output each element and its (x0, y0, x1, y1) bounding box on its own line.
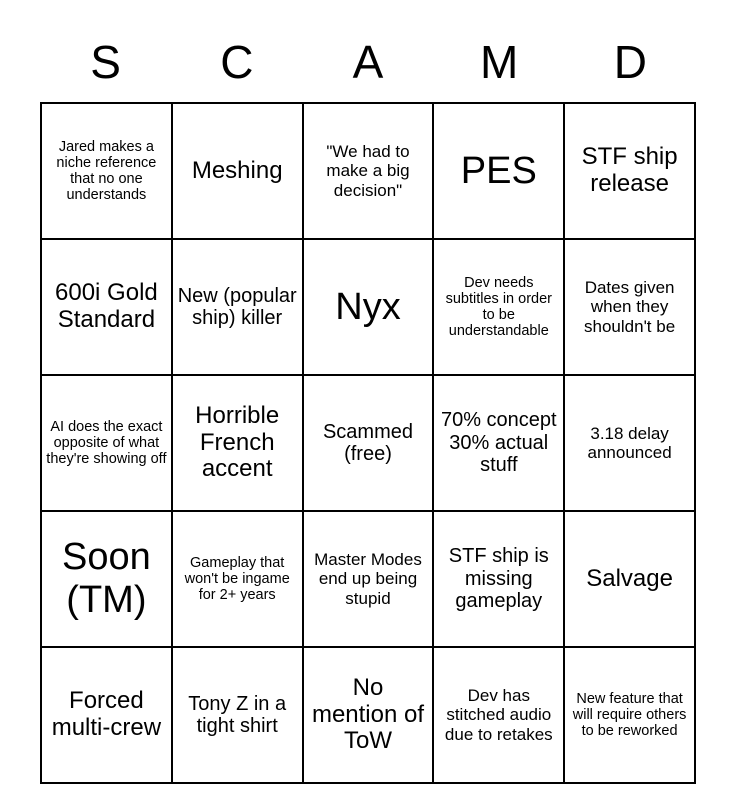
bingo-cell[interactable] (303, 511, 434, 647)
bingo-header (40, 22, 696, 102)
bingo-cell-text: Meshing (191, 156, 283, 184)
bingo-row (41, 375, 695, 511)
bingo-cell-text: Master Modes end up being stupid (314, 550, 422, 608)
bingo-cell-text: Gameplay that won't be ingame for 2+ years (184, 554, 290, 604)
bingo-cell-text: Jared makes a niche reference that no one understands (56, 138, 157, 204)
bingo-cell-text: STF ship is missing gameplay (448, 545, 549, 613)
bingo-cell[interactable] (564, 647, 695, 783)
bingo-cell-text: Dev has stitched audio due to retakes (444, 686, 553, 744)
bingo-cell[interactable] (172, 511, 303, 647)
bingo-cell[interactable] (564, 375, 695, 511)
bingo-cell-text: Forced multi-crew (51, 687, 162, 741)
header-letter-2: C (220, 36, 254, 88)
bingo-cell-text: "We had to make a big decision" (326, 142, 410, 200)
bingo-cell[interactable] (564, 511, 695, 647)
bingo-cell[interactable] (303, 103, 434, 239)
bingo-cell-text: Soon (TM) (62, 536, 151, 621)
bingo-cell-text: 3.18 delay announced (587, 423, 672, 462)
bingo-cell[interactable] (41, 239, 172, 375)
bingo-cell-text: Nyx (335, 285, 401, 328)
bingo-cell-text: STF ship release (581, 143, 678, 197)
bingo-cell-text: No mention of ToW (311, 673, 425, 755)
bingo-cell[interactable] (433, 511, 564, 647)
bingo-grid (40, 102, 696, 784)
bingo-cell[interactable] (41, 103, 172, 239)
bingo-cell[interactable] (172, 103, 303, 239)
bingo-cell[interactable] (303, 647, 434, 783)
header-letter-1: S (90, 36, 121, 88)
bingo-cell[interactable] (41, 511, 172, 647)
bingo-cell-text: New feature that will require others to be reworked (572, 690, 687, 740)
bingo-cell-text: 70% concept 30% actual stuff (440, 409, 557, 477)
bingo-cell[interactable] (433, 375, 564, 511)
bingo-cell-text: Dev needs subtitles in order to be understandable (445, 274, 552, 340)
bingo-row (41, 647, 695, 783)
bingo-cell[interactable] (564, 239, 695, 375)
bingo-cell[interactable] (433, 647, 564, 783)
bingo-cell[interactable] (172, 239, 303, 375)
bingo-row (41, 511, 695, 647)
bingo-cell[interactable] (433, 239, 564, 375)
bingo-cell[interactable] (433, 103, 564, 239)
bingo-cell-text: Tony Z in a tight shirt (188, 692, 287, 737)
bingo-cell-text: AI does the exact opposite of what they're showing off (46, 418, 167, 468)
header-letter-4: M (480, 36, 519, 88)
bingo-cell-text: Salvage (586, 564, 673, 592)
bingo-cell[interactable] (41, 375, 172, 511)
bingo-cell[interactable] (41, 647, 172, 783)
header-letter-3: A (352, 36, 384, 88)
bingo-cell[interactable] (172, 647, 303, 783)
bingo-cell[interactable] (303, 375, 434, 511)
bingo-row (41, 239, 695, 375)
bingo-cell[interactable] (564, 103, 695, 239)
bingo-cell-text: New (popular ship) killer (177, 284, 297, 329)
bingo-cell-text: Dates given when they shouldn't be (584, 278, 676, 336)
bingo-row (41, 103, 695, 239)
bingo-cell-text: 600i Gold Standard (55, 279, 158, 333)
header-letter-5: D (613, 36, 648, 88)
bingo-cell[interactable] (303, 239, 434, 375)
bingo-cell-text: Horrible French accent (195, 401, 280, 483)
bingo-cell-text: PES (460, 149, 537, 192)
bingo-cell-text: Scammed (free) (322, 420, 413, 465)
bingo-cell[interactable] (172, 375, 303, 511)
